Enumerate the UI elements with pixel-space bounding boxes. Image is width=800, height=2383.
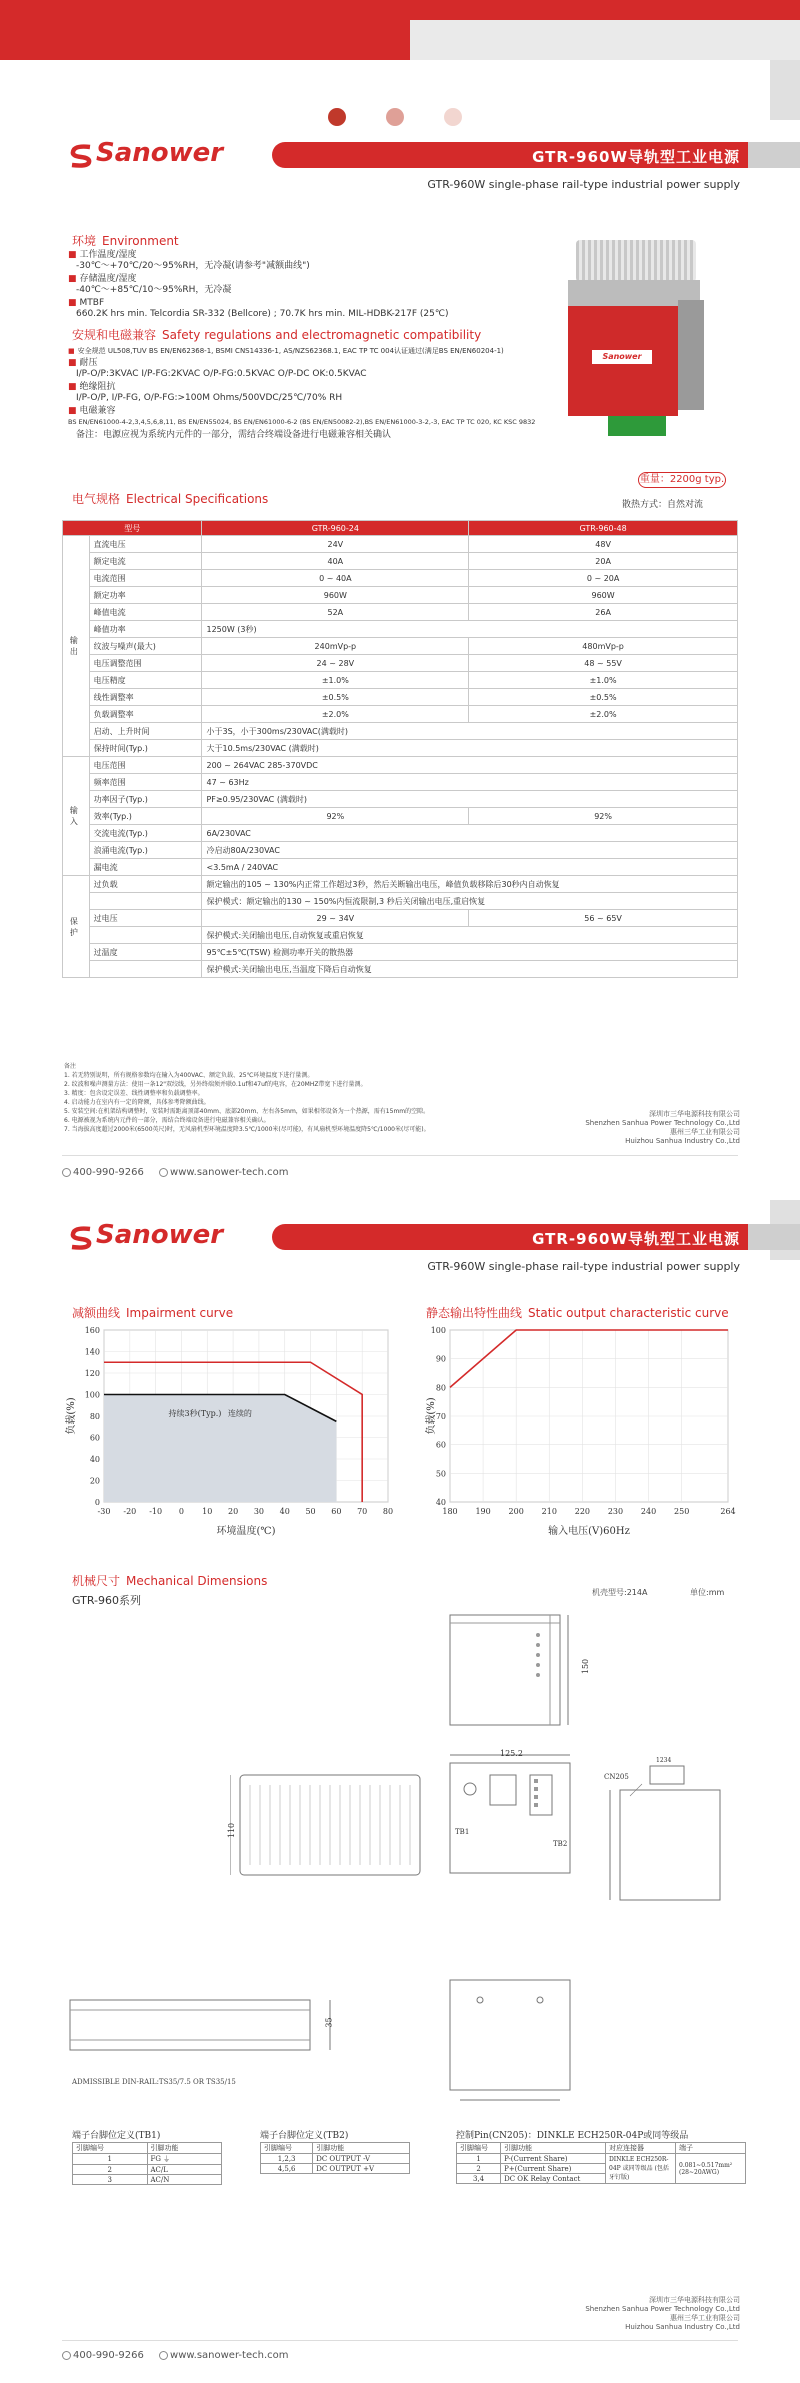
brand-name: Sanower bbox=[96, 138, 224, 168]
table-cell: 2 bbox=[457, 2164, 501, 2174]
env-item-2-value: -40℃～+85℃/10～95%RH，无冷凝 bbox=[76, 285, 232, 295]
tb1-table bbox=[72, 2142, 222, 2185]
safety-title-en: Safety regulations and electromagnetic compatibility bbox=[162, 328, 482, 342]
param-name: 额定电流 bbox=[89, 553, 202, 570]
param-value-col1: 大于10.5ms/230VAC (满载时) bbox=[202, 740, 738, 757]
y-tick-label: 40 bbox=[435, 1498, 446, 1507]
x-tick-label: 70 bbox=[357, 1507, 368, 1516]
param-name: 线性调整率 bbox=[89, 689, 202, 706]
company-cn2: 惠州三华工业有限公司 bbox=[670, 1128, 740, 1136]
pin-1234: 1234 bbox=[656, 1757, 672, 1764]
param-value-col1: ±2.0% bbox=[202, 706, 469, 723]
y-tick-label: 160 bbox=[84, 1326, 100, 1335]
header-bar-end bbox=[748, 142, 800, 168]
table-row bbox=[63, 825, 738, 842]
static-chart bbox=[420, 1322, 740, 1542]
table-row bbox=[63, 961, 738, 978]
param-value-col2: 48V bbox=[469, 536, 738, 553]
weight-badge: 重量：2200g typ. bbox=[638, 472, 726, 488]
env-item-3-value: 660.2K hrs min. Telcordia SR-332 (Bellcore) ; 70.7K hrs min. MIL-HDBK-217F (25℃) bbox=[76, 309, 449, 319]
param-value-col1: 200 ~ 264VAC 285-370VDC bbox=[202, 757, 738, 774]
safety-item-3: ■ 绝缘阻抗 I/P-O/P, I/P-FG, O/P-FG:>100M Ohms/500VDC/25℃/70% RH bbox=[68, 382, 548, 404]
safety-note: 备注：电源应视为系统内元件的一部分，需结合终端设备进行电磁兼容相关确认 bbox=[76, 430, 392, 440]
tb2-table bbox=[260, 2142, 410, 2174]
unit-label: 单位:mm bbox=[690, 1588, 725, 1597]
elec-title-cn: 电气规格 bbox=[72, 492, 121, 506]
param-name: 峰值功率 bbox=[89, 621, 202, 638]
param-value-col1: 保护模式：额定输出的130 ~ 150%内恒流限制,3 秒后关闭输出电压,重启恢复 bbox=[202, 893, 738, 910]
param-value-col1: PF≥0.95/230VAC (满载时) bbox=[202, 791, 738, 808]
note-line: 6. 电源被视为系统内元件的一部分，需结合终端设备进行电磁兼容相关确认。 bbox=[64, 1117, 270, 1124]
x-tick-label: 0 bbox=[178, 1507, 185, 1516]
cn-table bbox=[456, 2142, 746, 2184]
table-row bbox=[63, 910, 738, 927]
env-item-1: ■ 工作温度/湿度 -30℃～+70℃/20～95%RH，无冷凝(请参考"减额曲线") bbox=[68, 250, 548, 272]
table-header-row bbox=[261, 2143, 410, 2154]
top-deco-grey bbox=[410, 20, 800, 60]
rail-note: ADMISSIBLE DIN-RAIL:TS35/7.5 OR TS35/15 bbox=[72, 2078, 236, 2086]
table-header-cell: 引脚功能 bbox=[501, 2143, 606, 2154]
company-en1: Shenzhen Sanhua Power Technology Co.,Ltd bbox=[585, 1119, 740, 1127]
env-item-3-label: MTBF bbox=[79, 298, 105, 308]
safety-item-2: ■ 耐压 I/P-O/P:3KVAC I/P-FG:2KVAC O/P-FG:0.5KVAC O/P-DC OK:0.5KVAC bbox=[68, 358, 548, 380]
param-value-col2: ±0.5% bbox=[469, 689, 738, 706]
param-value-col2: 26A bbox=[469, 604, 738, 621]
table-cell: DC OUTPUT -V bbox=[313, 2154, 410, 2164]
table-row bbox=[63, 638, 738, 655]
phone-text: 400-990-9266 bbox=[73, 1167, 144, 1178]
param-value-col1: 47 ~ 63Hz bbox=[202, 774, 738, 791]
table-row bbox=[457, 2154, 746, 2164]
dim-150: 150 bbox=[581, 1658, 591, 1675]
table-cell: DC OK Relay Contact bbox=[501, 2174, 606, 2184]
y-tick-label: 80 bbox=[89, 1412, 100, 1421]
front-view-drawing bbox=[230, 1755, 470, 1905]
param-value-col1: <3.5mA / 240VAC bbox=[202, 859, 738, 876]
x-tick-label: 20 bbox=[227, 1507, 239, 1516]
table-cell: AC/L bbox=[147, 2165, 222, 2175]
x-tick-label: 50 bbox=[305, 1507, 316, 1516]
safety-item-2-value: I/P-O/P:3KVAC I/P-FG:2KVAC O/P-FG:0.5KVAC O/P-DC OK:0.5KVAC bbox=[76, 369, 367, 379]
annotation-label: 持续3秒(Typ.) bbox=[168, 1409, 222, 1418]
safety-item-1: ■ 安全规范 UL508,TUV BS EN/EN62368-1, BSMI CNS14336-1, AS/NZS62368.1, EAC TP TC 004认证通过(满足BS EN/EN60204-1) bbox=[68, 347, 504, 355]
param-value-col1: 保护模式:关闭输出电压,自动恢复或重启恢复 bbox=[202, 927, 738, 944]
table-row bbox=[73, 2165, 222, 2175]
y-tick-label: 90 bbox=[435, 1354, 446, 1364]
table-row bbox=[63, 587, 738, 604]
table-row bbox=[63, 621, 738, 638]
param-name: 电压范围 bbox=[89, 757, 202, 774]
table-row bbox=[63, 536, 738, 553]
env-title-cn: 环境 bbox=[72, 234, 97, 248]
table-row bbox=[261, 2154, 410, 2164]
cn-title: 控制Pin(CN205)：DINKLE ECH250R-04P或同等级品 bbox=[456, 2131, 689, 2141]
param-name: 启动、上升时间 bbox=[89, 723, 202, 740]
table-row bbox=[63, 740, 738, 757]
param-value-col1: 额定输出的105 ~ 130%内正常工作超过3秒，然后关断输出电压，峰值负载移除后30秒内自动恢复 bbox=[202, 876, 738, 893]
x-tick-label: 180 bbox=[442, 1507, 458, 1516]
right-view-drawing bbox=[600, 1760, 740, 1910]
back-view-drawing bbox=[440, 1970, 580, 2120]
note-line: 5. 安装空间:在机架结构调整时，安装时需距离顶部40mm、底部20mm、左右各5mm，如果相邻设备为一个热源，需有15mm的空隙。 bbox=[64, 1108, 430, 1115]
x-tick-label: 30 bbox=[253, 1507, 265, 1516]
table-row bbox=[63, 944, 738, 961]
x-tick-label: 200 bbox=[508, 1507, 524, 1516]
elec-spec-table bbox=[62, 520, 738, 978]
footer-line-2 bbox=[62, 2340, 738, 2341]
table-header-cell: 引脚编号 bbox=[261, 2143, 313, 2154]
param-value-col1: 0 ~ 40A bbox=[202, 570, 469, 587]
env-item-2: ■ 存储温度/湿度 -40℃～+85℃/10～95%RH，无冷凝 bbox=[68, 274, 548, 296]
table-cell: FG ⏚ bbox=[147, 2154, 222, 2165]
side-view-drawing bbox=[440, 1745, 580, 1895]
x-tick-label: 240 bbox=[640, 1507, 657, 1516]
x-tick-label: 220 bbox=[574, 1507, 591, 1516]
table-row bbox=[63, 774, 738, 791]
param-value-col1: 29 ~ 34V bbox=[202, 910, 469, 927]
param-value-col1: 95℃±5℃(TSW) 检测功率开关的散热器 bbox=[202, 944, 738, 961]
company-cn2-2: 惠州三华工业有限公司 bbox=[670, 2314, 740, 2322]
top-deco-bar-left bbox=[0, 0, 800, 20]
cn205-label: CN205 bbox=[604, 1773, 629, 1781]
y-tick-label: 100 bbox=[430, 1326, 446, 1335]
tb1-label: TB1 bbox=[455, 1828, 470, 1836]
x-tick-label: -10 bbox=[149, 1507, 163, 1516]
brand-name-2: Sanower bbox=[96, 1220, 224, 1250]
company-en2-2: Huizhou Sanhua Industry Co.,Ltd bbox=[625, 2323, 740, 2331]
param-value-col1: 小于3S，小于300ms/230VAC(满载时) bbox=[202, 723, 738, 740]
param-value-col1: 24 ~ 28V bbox=[202, 655, 469, 672]
note-line: 1. 若无特别说明，所有规格参数均在输入为400VAC、额定负载、25℃环境温度下进行量测。 bbox=[64, 1072, 314, 1079]
y-tick-label: 60 bbox=[89, 1433, 100, 1443]
table-cell: 1 bbox=[73, 2154, 148, 2165]
x-tick-label: 210 bbox=[541, 1507, 557, 1516]
y-tick-label: 0 bbox=[94, 1498, 100, 1507]
param-name: 纹波与噪声(最大) bbox=[89, 638, 202, 655]
table-head-col2: GTR-960-48 bbox=[469, 521, 738, 536]
param-value-col1: 6A/230VAC bbox=[202, 825, 738, 842]
header-subtitle-2: GTR-960W single-phase rail-type industrial power supply bbox=[427, 1260, 740, 1273]
table-row bbox=[63, 723, 738, 740]
header-bar-end-2 bbox=[748, 1224, 800, 1250]
company-en1-2: Shenzhen Sanhua Power Technology Co.,Ltd bbox=[585, 2305, 740, 2313]
table-row bbox=[63, 672, 738, 689]
param-name: 电压调整范围 bbox=[89, 655, 202, 672]
table-row bbox=[73, 2154, 222, 2165]
table-cell: 1,2,3 bbox=[261, 2154, 313, 2164]
param-name: 效率(Typ.) bbox=[89, 808, 202, 825]
param-name: 过电压 bbox=[89, 910, 202, 927]
table-header-cell: 引脚编号 bbox=[457, 2143, 501, 2154]
elec-title bbox=[72, 490, 268, 507]
param-value-col2: 960W bbox=[469, 587, 738, 604]
param-name bbox=[89, 927, 202, 944]
param-value-col1: 1250W (3秒) bbox=[202, 621, 738, 638]
table-row bbox=[63, 927, 738, 944]
param-name: 保持时间(Typ.) bbox=[89, 740, 202, 757]
table-row bbox=[63, 842, 738, 859]
web-icon-2 bbox=[159, 2351, 168, 2360]
footer-phone-2 bbox=[62, 2350, 288, 2361]
param-name: 功率因子(Typ.) bbox=[89, 791, 202, 808]
table-cell: 4,5,6 bbox=[261, 2164, 313, 2174]
y-tick-label: 80 bbox=[435, 1383, 446, 1393]
table-cell: P+(Current Share) bbox=[501, 2164, 606, 2174]
x-tick-label: 10 bbox=[202, 1507, 213, 1516]
derating-title bbox=[72, 1304, 233, 1321]
table-row bbox=[63, 689, 738, 706]
footer-phone bbox=[62, 1167, 288, 1178]
tb2-label: TB2 bbox=[553, 1840, 568, 1848]
table-header-row bbox=[73, 2143, 222, 2154]
note-line: 2. 纹波和噪声测量方法：使用一条12"双绞线，另外终端须并联0.1uf和47uf的电容，在20MHZ带宽下进行量测。 bbox=[64, 1081, 367, 1088]
header-subtitle: GTR-960W single-phase rail-type industrial power supply bbox=[427, 178, 740, 191]
param-name: 浪涌电流(Typ.) bbox=[89, 842, 202, 859]
y-tick-label: 120 bbox=[84, 1369, 100, 1378]
table-cell: 3 bbox=[73, 2175, 148, 2185]
param-value-col1: 960W bbox=[202, 587, 469, 604]
phone-text-2: 400-990-9266 bbox=[73, 2350, 144, 2361]
param-value-col1: ±0.5% bbox=[202, 689, 469, 706]
param-value-col1: 92% bbox=[202, 808, 469, 825]
param-value-col2: 92% bbox=[469, 808, 738, 825]
connector-cell: DINKLE ECH250R-04P 或同等级品 (包括牙钉版) bbox=[606, 2154, 676, 2184]
company-info-2 bbox=[540, 2296, 740, 2332]
x-tick-label: 40 bbox=[279, 1507, 290, 1516]
table-row bbox=[63, 706, 738, 723]
table-header-cell: 引脚功能 bbox=[147, 2143, 222, 2154]
param-value-col2: 480mVp-p bbox=[469, 638, 738, 655]
safety-title bbox=[72, 326, 481, 343]
table-row bbox=[63, 757, 738, 774]
env-item-3: ■ MTBF 660.2K hrs min. Telcordia SR-332 (Bellcore) ; 70.7K hrs min. MIL-HDBK-217F (25℃) bbox=[68, 298, 548, 320]
group-label: 输入 bbox=[63, 757, 90, 876]
mech-title-cn: 机械尺寸 bbox=[72, 1574, 121, 1588]
param-name bbox=[89, 893, 202, 910]
group-label: 输出 bbox=[63, 536, 90, 757]
x-tick-label: -20 bbox=[123, 1507, 137, 1516]
y-tick-label: 50 bbox=[435, 1469, 446, 1479]
table-row bbox=[73, 2175, 222, 2185]
env-title bbox=[72, 232, 179, 249]
static-title bbox=[426, 1304, 729, 1321]
param-value-col2: 48 ~ 55V bbox=[469, 655, 738, 672]
param-value-col2: ±1.0% bbox=[469, 672, 738, 689]
y-axis-label: 负载(%) bbox=[426, 1397, 437, 1435]
safety-item-4-value: BS EN/EN61000-4-2,3,4,5,6,8,11, BS EN/EN55024, BS EN/EN61000-6-2 (BS EN/EN50082-2),BS EN/EN61000-3-2,-3, EAC TP TC 020, KC KSC 9832 bbox=[68, 418, 536, 426]
table-header-cell: 引脚编号 bbox=[73, 2143, 148, 2154]
note-line: 4. 启动能力在室内有一定的降额，具体参考降额曲线。 bbox=[64, 1099, 210, 1106]
safety-title-cn: 安规和电磁兼容 bbox=[72, 328, 157, 342]
page-2 bbox=[0, 1200, 800, 2383]
dim-35: 35 bbox=[324, 2017, 334, 2028]
table-cell: P-(Current Share) bbox=[501, 2154, 606, 2164]
param-name: 漏电流 bbox=[89, 859, 202, 876]
x-tick-label: 250 bbox=[674, 1507, 690, 1516]
deco-dot-2 bbox=[386, 108, 404, 126]
safety-item-4: ■ 电磁兼容 BS EN/EN61000-4-2,3,4,5,6,8,11, BS EN/EN55024, BS EN/EN61000-6-2 (BS EN/EN50082-2),BS EN/EN61000-3-2,-3, EAC TP TC 020, KC KSC 9832 bbox=[68, 406, 628, 428]
y-axis-label: 负载(%) bbox=[66, 1397, 77, 1435]
footer-line bbox=[62, 1155, 738, 1156]
phone-icon bbox=[62, 1168, 71, 1177]
deco-dot-3 bbox=[444, 108, 462, 126]
table-header-cell: 对应连接器 bbox=[606, 2143, 676, 2154]
web-icon bbox=[159, 1168, 168, 1177]
param-value-col1: 240mVp-p bbox=[202, 638, 469, 655]
param-value-col2: 56 ~ 65V bbox=[469, 910, 738, 927]
derating-title-cn: 减额曲线 bbox=[72, 1306, 121, 1320]
dim-125-2: 125.2 bbox=[500, 1749, 523, 1758]
terminal-cell: 0.081~0.517mm² (28~20AWG) bbox=[676, 2154, 746, 2184]
deco-dot-1 bbox=[328, 108, 346, 126]
param-value-col1: 24V bbox=[202, 536, 469, 553]
company-info bbox=[540, 1110, 740, 1146]
website-text-2[interactable]: www.sanower-tech.com bbox=[170, 2350, 289, 2361]
cooling-text: 散热方式：自然对流 bbox=[622, 500, 704, 510]
param-value-col1: 保护模式:关闭输出电压,当温度下降后自动恢复 bbox=[202, 961, 738, 978]
x-axis-label: 输入电压(V)60Hz bbox=[548, 1526, 630, 1537]
table-row bbox=[63, 553, 738, 570]
product-side bbox=[678, 300, 704, 410]
safety-item-1-label: 安全规范 bbox=[77, 347, 106, 355]
safety-item-1-value: UL508,TUV BS EN/EN62368-1, BSMI CNS14336-1, AS/NZS62368.1, EAC TP TC 004认证通过(满足BS EN/EN60204-1) bbox=[107, 347, 504, 355]
param-value-col1: ±1.0% bbox=[202, 672, 469, 689]
x-tick-label: 80 bbox=[382, 1507, 394, 1516]
param-name: 电压精度 bbox=[89, 672, 202, 689]
table-row bbox=[63, 655, 738, 672]
note-line: 备注 bbox=[64, 1063, 77, 1070]
env-item-1-value: -30℃～+70℃/20～95%RH，无冷凝(请参考"减额曲线") bbox=[76, 261, 310, 271]
dim-110: 110 bbox=[227, 1822, 237, 1839]
series-label: GTR-960系列 bbox=[72, 1594, 142, 1607]
y-tick-label: 20 bbox=[89, 1476, 100, 1486]
mech-title bbox=[72, 1572, 267, 1589]
derating-title-en: Impairment curve bbox=[126, 1306, 234, 1320]
top-deco-block bbox=[0, 20, 410, 60]
table-row bbox=[63, 604, 738, 621]
table-row bbox=[63, 570, 738, 587]
safety-item-4-label: 电磁兼容 bbox=[79, 406, 116, 416]
elec-title-en: Electrical Specifications bbox=[126, 492, 269, 506]
annotation-label: 连续的 bbox=[227, 1409, 252, 1418]
case-no: 机壳型号:214A bbox=[592, 1588, 648, 1597]
param-name bbox=[89, 961, 202, 978]
param-name: 峰值电流 bbox=[89, 604, 202, 621]
safety-item-3-label: 绝缘阻抗 bbox=[79, 382, 116, 392]
x-tick-label: -30 bbox=[97, 1507, 111, 1516]
group-label: 保护 bbox=[63, 876, 90, 978]
table-cell: 3,4 bbox=[457, 2174, 501, 2184]
header-title: GTR-960W导轨型工业电源 bbox=[532, 148, 740, 166]
param-name: 过负载 bbox=[89, 876, 202, 893]
bottom-view-drawing bbox=[60, 1980, 360, 2090]
param-value-col2: 0 ~ 20A bbox=[469, 570, 738, 587]
env-item-2-label: 存储温度/湿度 bbox=[79, 274, 137, 284]
param-name: 负载调整率 bbox=[89, 706, 202, 723]
top-deco-grey-right bbox=[770, 60, 800, 120]
param-value-col2: ±2.0% bbox=[469, 706, 738, 723]
x-axis-label: 环境温度(℃) bbox=[216, 1526, 276, 1537]
param-value-col1: 52A bbox=[202, 604, 469, 621]
param-value-col2: 20A bbox=[469, 553, 738, 570]
brand-logo-icon bbox=[68, 143, 94, 169]
table-cell: DC OUTPUT +V bbox=[313, 2164, 410, 2174]
note-line: 3. 精度：包含设定误差、线性调整率和负载调整率。 bbox=[64, 1090, 204, 1097]
y-tick-label: 100 bbox=[84, 1390, 100, 1400]
static-title-en: Static output characteristic curve bbox=[528, 1306, 729, 1320]
table-head-row bbox=[63, 521, 738, 536]
param-name: 电流范围 bbox=[89, 570, 202, 587]
company-cn1-2: 深圳市三华电源科技有限公司 bbox=[649, 2296, 740, 2304]
website-text[interactable]: www.sanower-tech.com bbox=[170, 1167, 289, 1178]
y-tick-label: 40 bbox=[89, 1455, 100, 1464]
safety-item-2-label: 耐压 bbox=[79, 358, 98, 368]
y-tick-label: 140 bbox=[84, 1347, 100, 1357]
x-tick-label: 230 bbox=[607, 1507, 624, 1516]
product-top-fins bbox=[576, 240, 696, 282]
product-label: Sanower bbox=[592, 350, 652, 364]
note-line: 7. 当海拔高度超过2000米(6500英尺)时，无风扇机型环境温度降3.5℃/1000米(尽可能)，有风扇机型环境温度降5℃/1000米(尽可能)。 bbox=[64, 1126, 430, 1133]
top-view-drawing bbox=[440, 1605, 580, 1735]
env-title-en: Environment bbox=[102, 234, 179, 248]
param-name: 过温度 bbox=[89, 944, 202, 961]
x-tick-label: 60 bbox=[331, 1507, 342, 1516]
table-row bbox=[63, 808, 738, 825]
table-header-cell: 引脚功能 bbox=[313, 2143, 410, 2154]
x-tick-label: 190 bbox=[475, 1507, 491, 1516]
mech-title-en: Mechanical Dimensions bbox=[126, 1574, 268, 1588]
tb1-title: 端子台脚位定义(TB1) bbox=[72, 2131, 161, 2141]
safety-item-3-value: I/P-O/P, I/P-FG, O/P-FG:>100M Ohms/500VDC/25℃/70% RH bbox=[76, 393, 343, 403]
param-name: 直流电压 bbox=[89, 536, 202, 553]
param-value-col1: 冷启动80A/230VAC bbox=[202, 842, 738, 859]
table-head-col1: GTR-960-24 bbox=[202, 521, 469, 536]
env-item-1-label: 工作温度/湿度 bbox=[79, 250, 137, 260]
table-head-model: 型号 bbox=[63, 521, 202, 536]
y-tick-label: 70 bbox=[435, 1412, 446, 1421]
header-title-2: GTR-960W导轨型工业电源 bbox=[532, 1230, 740, 1248]
table-row bbox=[261, 2164, 410, 2174]
table-row bbox=[63, 791, 738, 808]
table-cell: 2 bbox=[73, 2165, 148, 2175]
static-title-cn: 静态输出特性曲线 bbox=[426, 1306, 523, 1320]
table-row bbox=[63, 893, 738, 910]
derating-chart bbox=[60, 1322, 400, 1542]
table-row bbox=[63, 876, 738, 893]
table-row bbox=[63, 859, 738, 876]
brand-logo-icon-2 bbox=[68, 1225, 94, 1251]
x-tick-label: 264 bbox=[720, 1507, 736, 1516]
tb2-title: 端子台脚位定义(TB2) bbox=[260, 2131, 349, 2141]
company-cn1: 深圳市三华电源科技有限公司 bbox=[649, 1110, 740, 1118]
param-name: 交流电流(Typ.) bbox=[89, 825, 202, 842]
table-header-row bbox=[457, 2143, 746, 2154]
company-en2: Huizhou Sanhua Industry Co.,Ltd bbox=[625, 1137, 740, 1145]
param-name: 额定功率 bbox=[89, 587, 202, 604]
table-cell: 1 bbox=[457, 2154, 501, 2164]
param-value-col1: 40A bbox=[202, 553, 469, 570]
param-name: 频率范围 bbox=[89, 774, 202, 791]
table-cell: AC/N bbox=[147, 2175, 222, 2185]
table-header-cell: 端子 bbox=[676, 2143, 746, 2154]
y-tick-label: 60 bbox=[435, 1440, 446, 1450]
phone-icon-2 bbox=[62, 2351, 71, 2360]
